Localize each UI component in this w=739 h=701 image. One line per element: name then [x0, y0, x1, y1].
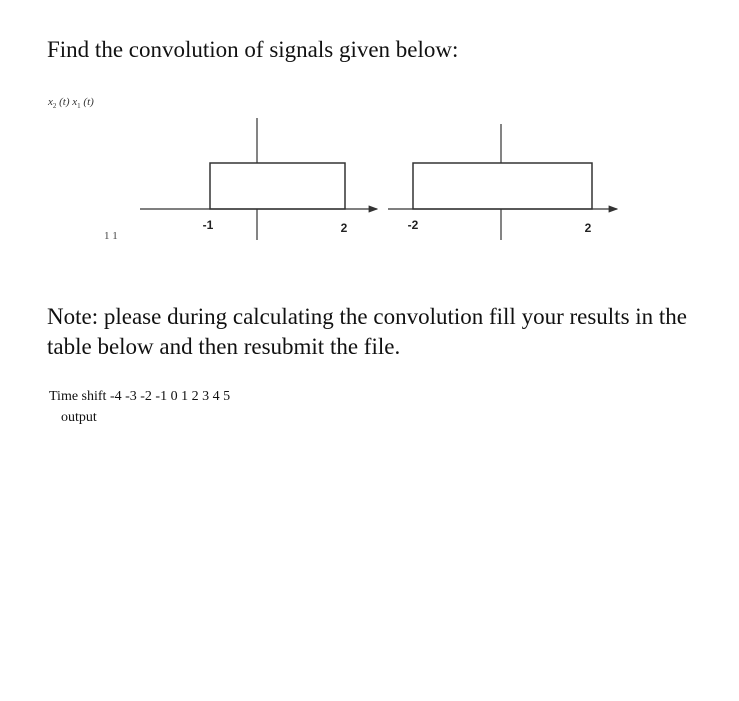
signal-2-left-tick: -2 — [407, 218, 419, 232]
signal-2-plot — [388, 124, 617, 240]
amplitude-label: 1 1 — [104, 230, 118, 242]
signal-1-left-tick: -1 — [202, 218, 214, 232]
signal-1-plot — [140, 118, 377, 240]
table-header-row: Time shift -4 -3 -2 -1 0 1 2 3 4 5 — [49, 389, 231, 404]
problem-title: Find the convolution of signals given below: — [47, 37, 459, 62]
x2-subscript: 2 — [52, 102, 57, 111]
signal-1-rectangle-pulse — [210, 163, 345, 209]
table-output-row-label: output — [61, 410, 97, 425]
x2-symbol: x — [48, 96, 53, 108]
x2-argument: (t) — [59, 96, 70, 108]
signal-2-rectangle-pulse — [413, 163, 592, 209]
x1-subscript: 1 — [77, 102, 81, 111]
signals-diagram — [0, 0, 739, 260]
signal-2-right-tick: 2 — [584, 221, 592, 235]
instruction-note: Note: please during calculating the convolution fill your results in the table below and then resubmit the file. — [47, 304, 688, 359]
x1-argument: (t) — [83, 96, 94, 108]
x1-symbol: x — [72, 96, 78, 108]
signal-1-right-tick: 2 — [340, 221, 348, 235]
